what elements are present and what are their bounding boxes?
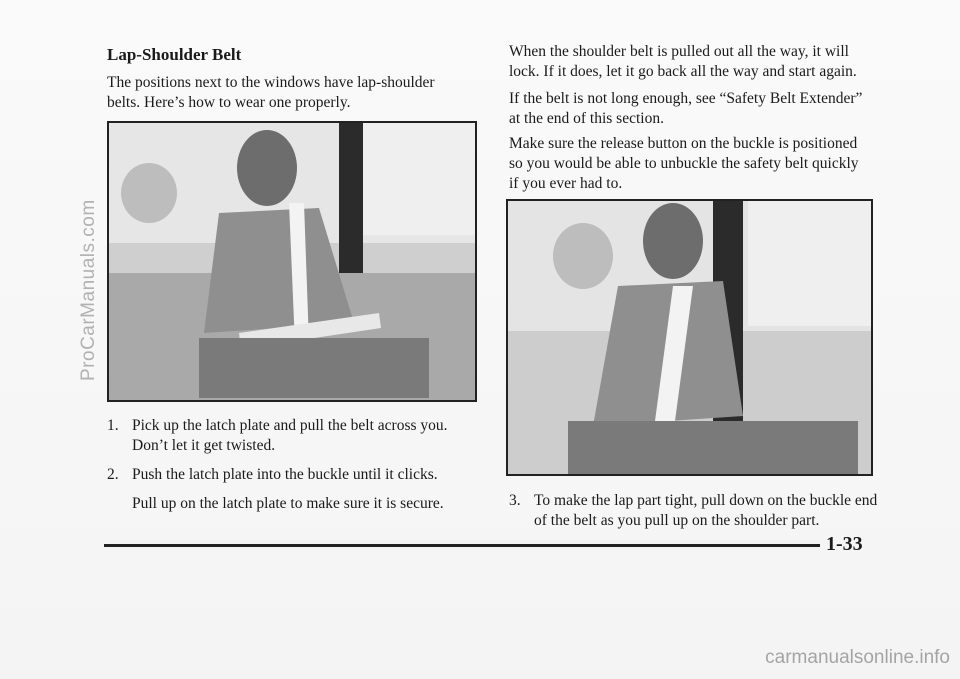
step-number: 3. xyxy=(509,492,521,509)
step-item xyxy=(509,491,879,531)
step-text: Push the latch plate into the buckle until it clicks. xyxy=(132,466,438,483)
shoulder-belt-lock-paragraph: When the shoulder belt is pulled out all the way, it will lock. If it does, let it go back all the way and start again. xyxy=(509,43,857,80)
side-watermark: ProCarManuals.com xyxy=(78,199,99,381)
illustration-buckling-belt xyxy=(107,121,477,402)
belt-extender-paragraph: If the belt is not long enough, see “Safety Belt Extender” at the end of this section. xyxy=(509,90,863,127)
step-number: 1. xyxy=(107,417,119,434)
footer-rule xyxy=(104,544,820,547)
step-continuation: Pull up on the latch plate to make sure it is secure. xyxy=(132,495,444,512)
bottom-watermark: carmanualsonline.info xyxy=(765,647,950,668)
step-number: 2. xyxy=(107,466,119,483)
step-item xyxy=(107,416,477,456)
page-number: 1-33 xyxy=(826,533,863,555)
step-text: Pick up the latch plate and pull the belt across you. Don’t let it get twisted. xyxy=(132,417,448,454)
step-text: To make the lap part tight, pull down on the buckle end of the belt as you pull up on the shoulder part. xyxy=(534,492,878,529)
step-item xyxy=(107,465,477,485)
release-button-paragraph: Make sure the release button on the buckle is positioned so you would be able to unbuckle the safety belt quickly if you ever had to. xyxy=(509,135,859,192)
intro-paragraph: The positions next to the windows have lap-shoulder belts. Here’s how to wear one properly. xyxy=(107,74,435,111)
section-heading: Lap-Shoulder Belt xyxy=(107,45,242,64)
steps-list-left xyxy=(107,416,477,514)
illustration-tightening-belt xyxy=(506,199,873,476)
